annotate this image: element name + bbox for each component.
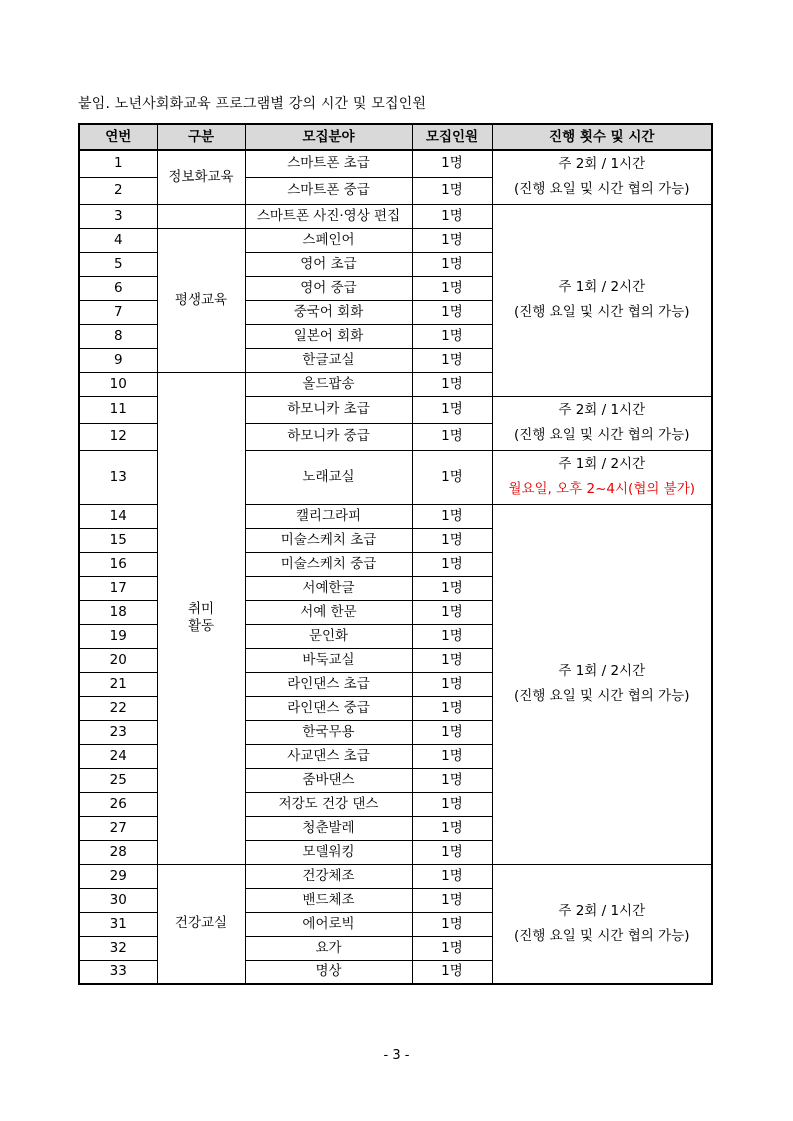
row-no: 18 <box>79 600 157 624</box>
row-no: 13 <box>79 450 157 504</box>
row-field: 사교댄스 초급 <box>245 744 412 768</box>
row-field: 미술스케치 초급 <box>245 528 412 552</box>
row-no: 3 <box>79 204 157 228</box>
row-field: 캘리그라피 <box>245 504 412 528</box>
row-no: 16 <box>79 552 157 576</box>
row-count: 1명 <box>412 720 492 744</box>
row-no: 5 <box>79 252 157 276</box>
row-no: 21 <box>79 672 157 696</box>
row-count: 1명 <box>412 744 492 768</box>
row-count: 1명 <box>412 228 492 252</box>
row-count: 1명 <box>412 504 492 528</box>
row-no: 28 <box>79 840 157 864</box>
schedule-note: (진행 요일 및 시간 협의 가능) <box>514 927 690 944</box>
row-field: 청춘발레 <box>245 816 412 840</box>
row-field: 중국어 회화 <box>245 300 412 324</box>
row-count: 1명 <box>412 840 492 864</box>
row-field: 스마트폰 사진·영상 편집 <box>245 204 412 228</box>
row-count: 1명 <box>412 936 492 960</box>
row-no: 22 <box>79 696 157 720</box>
schedule-frequency: 주 2회 / 1시간 <box>558 902 646 919</box>
row-no: 17 <box>79 576 157 600</box>
row-field: 영어 중급 <box>245 276 412 300</box>
row-count: 1명 <box>412 864 492 888</box>
schedule-frequency: 주 2회 / 1시간 <box>558 156 646 173</box>
category-hobby-line1: 취미 <box>187 601 215 617</box>
row-field: 서예한글 <box>245 576 412 600</box>
row-no: 11 <box>79 396 157 423</box>
row-no: 33 <box>79 960 157 984</box>
row-no: 12 <box>79 423 157 450</box>
row-count: 1명 <box>412 552 492 576</box>
row-count: 1명 <box>412 396 492 423</box>
row-no: 24 <box>79 744 157 768</box>
program-table <box>78 123 713 985</box>
category-cell-empty <box>157 204 245 228</box>
category-cell: 건강교실 <box>157 864 245 984</box>
row-no: 23 <box>79 720 157 744</box>
row-count: 1명 <box>412 624 492 648</box>
schedule-cell <box>492 504 712 864</box>
row-count: 1명 <box>412 888 492 912</box>
row-count: 1명 <box>412 300 492 324</box>
row-count: 1명 <box>412 600 492 624</box>
category-cell: 평생교육 <box>157 228 245 372</box>
table-row <box>79 864 712 888</box>
row-field: 모델워킹 <box>245 840 412 864</box>
row-no: 8 <box>79 324 157 348</box>
row-field: 한국무용 <box>245 720 412 744</box>
row-count: 1명 <box>412 792 492 816</box>
row-field: 라인댄스 중급 <box>245 696 412 720</box>
row-field: 노래교실 <box>245 450 412 504</box>
row-field: 저강도 건강 댄스 <box>245 792 412 816</box>
row-field: 문인화 <box>245 624 412 648</box>
schedule-frequency: 주 1회 / 2시간 <box>558 663 646 679</box>
schedule-cell <box>492 204 712 396</box>
category-hobby-line2: 활동 <box>187 618 215 634</box>
row-count: 1명 <box>412 150 492 177</box>
row-no: 15 <box>79 528 157 552</box>
row-no: 20 <box>79 648 157 672</box>
header-category: 구분 <box>157 124 245 150</box>
schedule-note: (진행 요일 및 시간 협의 가능) <box>514 688 690 704</box>
row-count: 1명 <box>412 768 492 792</box>
row-no: 29 <box>79 864 157 888</box>
table-caption: 붙임. 노년사회화교육 프로그램별 강의 시간 및 모집인원 <box>78 96 427 112</box>
schedule-note: (진행 요일 및 시간 협의 가능) <box>514 304 690 320</box>
schedule-cell <box>492 864 712 984</box>
table-row <box>79 150 712 177</box>
row-no: 14 <box>79 504 157 528</box>
header-no: 연번 <box>79 124 157 150</box>
schedule-note: (진행 요일 및 시간 협의 가능) <box>514 181 690 198</box>
row-field: 서예 한문 <box>245 600 412 624</box>
row-field: 밴드체조 <box>245 888 412 912</box>
table-row <box>79 204 712 228</box>
row-field: 일본어 회화 <box>245 324 412 348</box>
schedule-note: (진행 요일 및 시간 협의 가능) <box>514 427 690 443</box>
row-count: 1명 <box>412 324 492 348</box>
schedule-cell <box>492 396 712 450</box>
row-count: 1명 <box>412 204 492 228</box>
schedule-frequency: 주 1회 / 2시간 <box>558 456 646 472</box>
row-no: 32 <box>79 936 157 960</box>
row-count: 1명 <box>412 528 492 552</box>
row-count: 1명 <box>412 648 492 672</box>
row-field: 스마트폰 초급 <box>245 150 412 177</box>
page-number: - 3 - <box>383 1048 410 1063</box>
schedule-cell <box>492 150 712 204</box>
row-count: 1명 <box>412 576 492 600</box>
schedule-cell <box>492 450 712 504</box>
row-no: 2 <box>79 177 157 204</box>
row-field: 미술스케치 중급 <box>245 552 412 576</box>
row-field: 스마트폰 중급 <box>245 177 412 204</box>
row-field: 줌바댄스 <box>245 768 412 792</box>
row-count: 1명 <box>412 252 492 276</box>
row-count: 1명 <box>412 423 492 450</box>
row-no: 31 <box>79 912 157 936</box>
row-count: 1명 <box>412 696 492 720</box>
row-field: 하모니카 초급 <box>245 396 412 423</box>
category-cell <box>157 372 245 864</box>
row-field: 건강체조 <box>245 864 412 888</box>
row-count: 1명 <box>412 372 492 396</box>
row-no: 10 <box>79 372 157 396</box>
header-field: 모집분야 <box>245 124 412 150</box>
row-no: 19 <box>79 624 157 648</box>
row-field: 올드팝송 <box>245 372 412 396</box>
category-cell: 정보화교육 <box>157 150 245 204</box>
row-count: 1명 <box>412 177 492 204</box>
row-no: 25 <box>79 768 157 792</box>
row-count: 1명 <box>412 276 492 300</box>
row-no: 27 <box>79 816 157 840</box>
row-count: 1명 <box>412 348 492 372</box>
row-count: 1명 <box>412 960 492 984</box>
schedule-frequency: 주 2회 / 1시간 <box>558 402 646 418</box>
row-count: 1명 <box>412 816 492 840</box>
row-count: 1명 <box>412 450 492 504</box>
header-schedule: 진행 횟수 및 시간 <box>492 124 712 150</box>
row-no: 7 <box>79 300 157 324</box>
row-field: 에어로빅 <box>245 912 412 936</box>
row-no: 1 <box>79 150 157 177</box>
row-field: 스페인어 <box>245 228 412 252</box>
header-count: 모집인원 <box>412 124 492 150</box>
table-header-row <box>79 124 712 150</box>
row-count: 1명 <box>412 912 492 936</box>
row-no: 9 <box>79 348 157 372</box>
row-no: 26 <box>79 792 157 816</box>
row-field: 한글교실 <box>245 348 412 372</box>
row-field: 요가 <box>245 936 412 960</box>
row-field: 하모니카 중급 <box>245 423 412 450</box>
schedule-fixed-note: 월요일, 오후 2~4시(협의 불가) <box>508 481 696 497</box>
schedule-frequency: 주 1회 / 2시간 <box>558 279 646 295</box>
row-field: 바둑교실 <box>245 648 412 672</box>
row-field: 명상 <box>245 960 412 984</box>
row-no: 6 <box>79 276 157 300</box>
row-no: 4 <box>79 228 157 252</box>
row-field: 라인댄스 초급 <box>245 672 412 696</box>
row-field: 영어 초급 <box>245 252 412 276</box>
row-count: 1명 <box>412 672 492 696</box>
row-no: 30 <box>79 888 157 912</box>
